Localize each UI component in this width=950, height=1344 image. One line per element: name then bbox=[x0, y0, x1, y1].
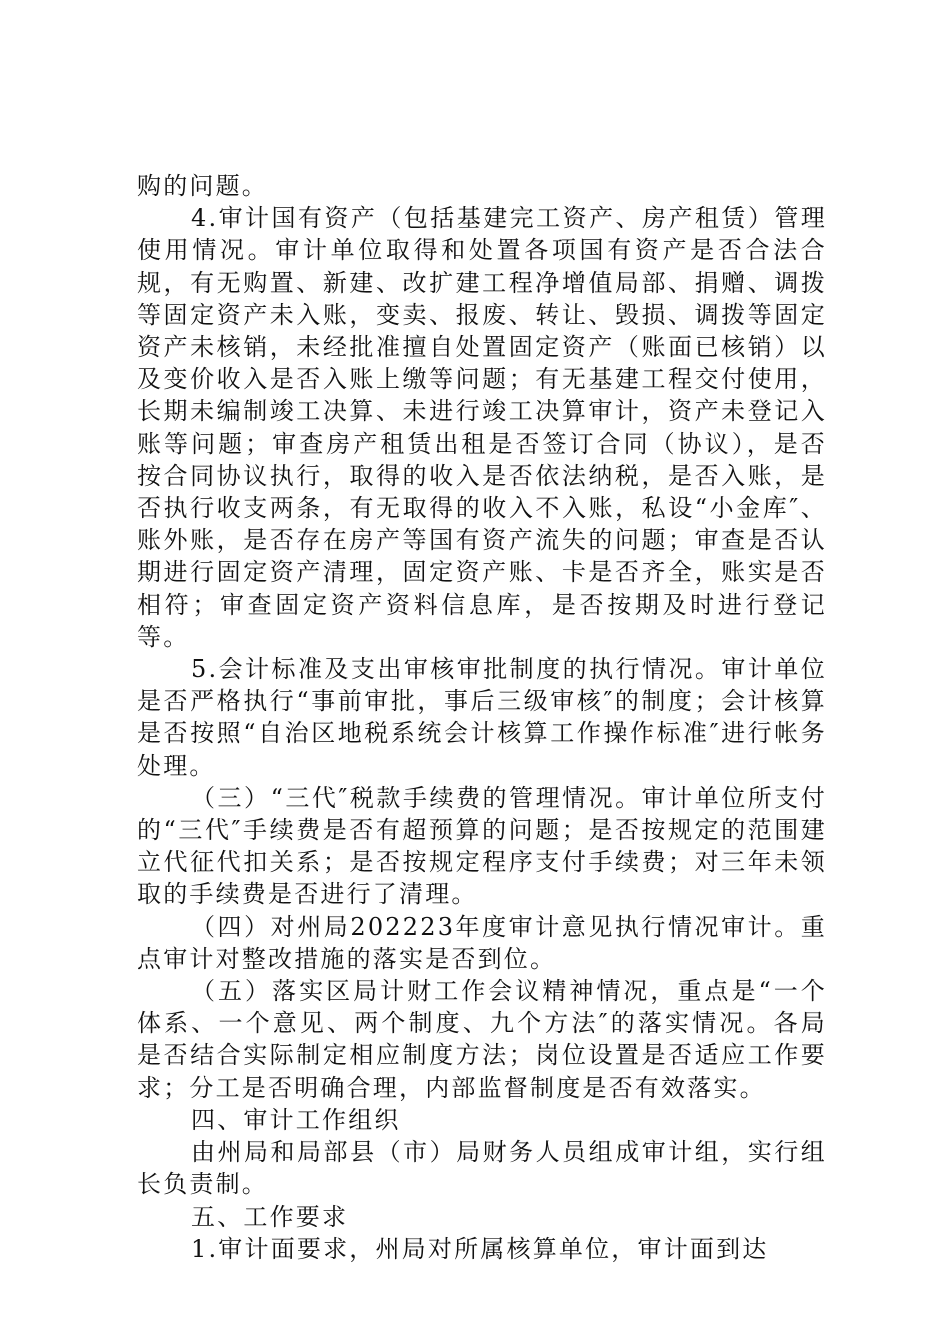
paragraph-state-assets: 4.审计国有资产（包括基建完工资产、房产租赁）管理使用情况。审计单位取得和处置各项国有资产是否合法合规，有无购置、新建、改扩建工程净增值局部、捐赠、调拨等固定资产未入账，变卖、报废、转让、毁损、调拨等固定资产未核销，未经批准擅自处置固定资产（账面已核销）以及变价收入是否入账上缴等问题；有无基建工程交付使用，长期未编制竣工决算、未进行竣工决算审计，资产未登记入账等问题；审查房产租赁出租是否签订合同（协议），是否按合同协议执行，取得的收入是否依法纳税，是否入账，是否执行收支两条，有无取得的收入不入账，私设“小金库″、账外账，是否存在房产等国有资产流失的问题；审查是否认期进行固定资产清理，固定资产账、卡是否齐全，账实是否相符；审查固定资产资料信息库，是否按期及时进行登记等。 bbox=[137, 204, 827, 651]
paragraph-accounting-standards: 5.会计标准及支出审核审批制度的执行情况。审计单位是否严格执行“事前审批，事后三级审核″的制度；会计核算是否按照“自治区地税系统会计核算工作操作标准″进行帐务处理。 bbox=[137, 655, 827, 780]
paragraph-organization: 由州局和局部县（市）局财务人员组成审计组，实行组长负责制。 bbox=[137, 1138, 827, 1199]
paragraph-requirement-1: 1.审计面要求，州局对所属核算单位，审计面到达 bbox=[191, 1234, 769, 1263]
section-heading-requirements: 五、工作要求 bbox=[191, 1202, 349, 1231]
paragraph-continuation: 购的问题。 bbox=[137, 172, 268, 200]
section-heading-organization: 四、审计工作组织 bbox=[191, 1105, 401, 1134]
paragraph-three-agency-fees: （三）“三代″税款手续费的管理情况。审计单位所支付的“三代″手续费是否有超预算的问题；是否按规定的范围建立代征代扣关系；是否按规定程序支付手续费；对三年未领取的手续费是否进行了清理。 bbox=[137, 783, 827, 909]
paragraph-meeting-spirit: （五）落实区局计财工作会议精神情况，重点是“一个体系、一个意见、两个制度、九个方法″的落实情况。各局是否结合实际制定相应制度方法；岗位设置是否适应工作要求；分工是否明确合理，内部监督制度是否有效落实。 bbox=[137, 977, 827, 1102]
paragraph-audit-opinion: （四）对州局202223年度审计意见执行情况审计。重点审计对整改措施的落实是否到位。 bbox=[137, 912, 827, 973]
document-body bbox=[137, 170, 827, 1265]
